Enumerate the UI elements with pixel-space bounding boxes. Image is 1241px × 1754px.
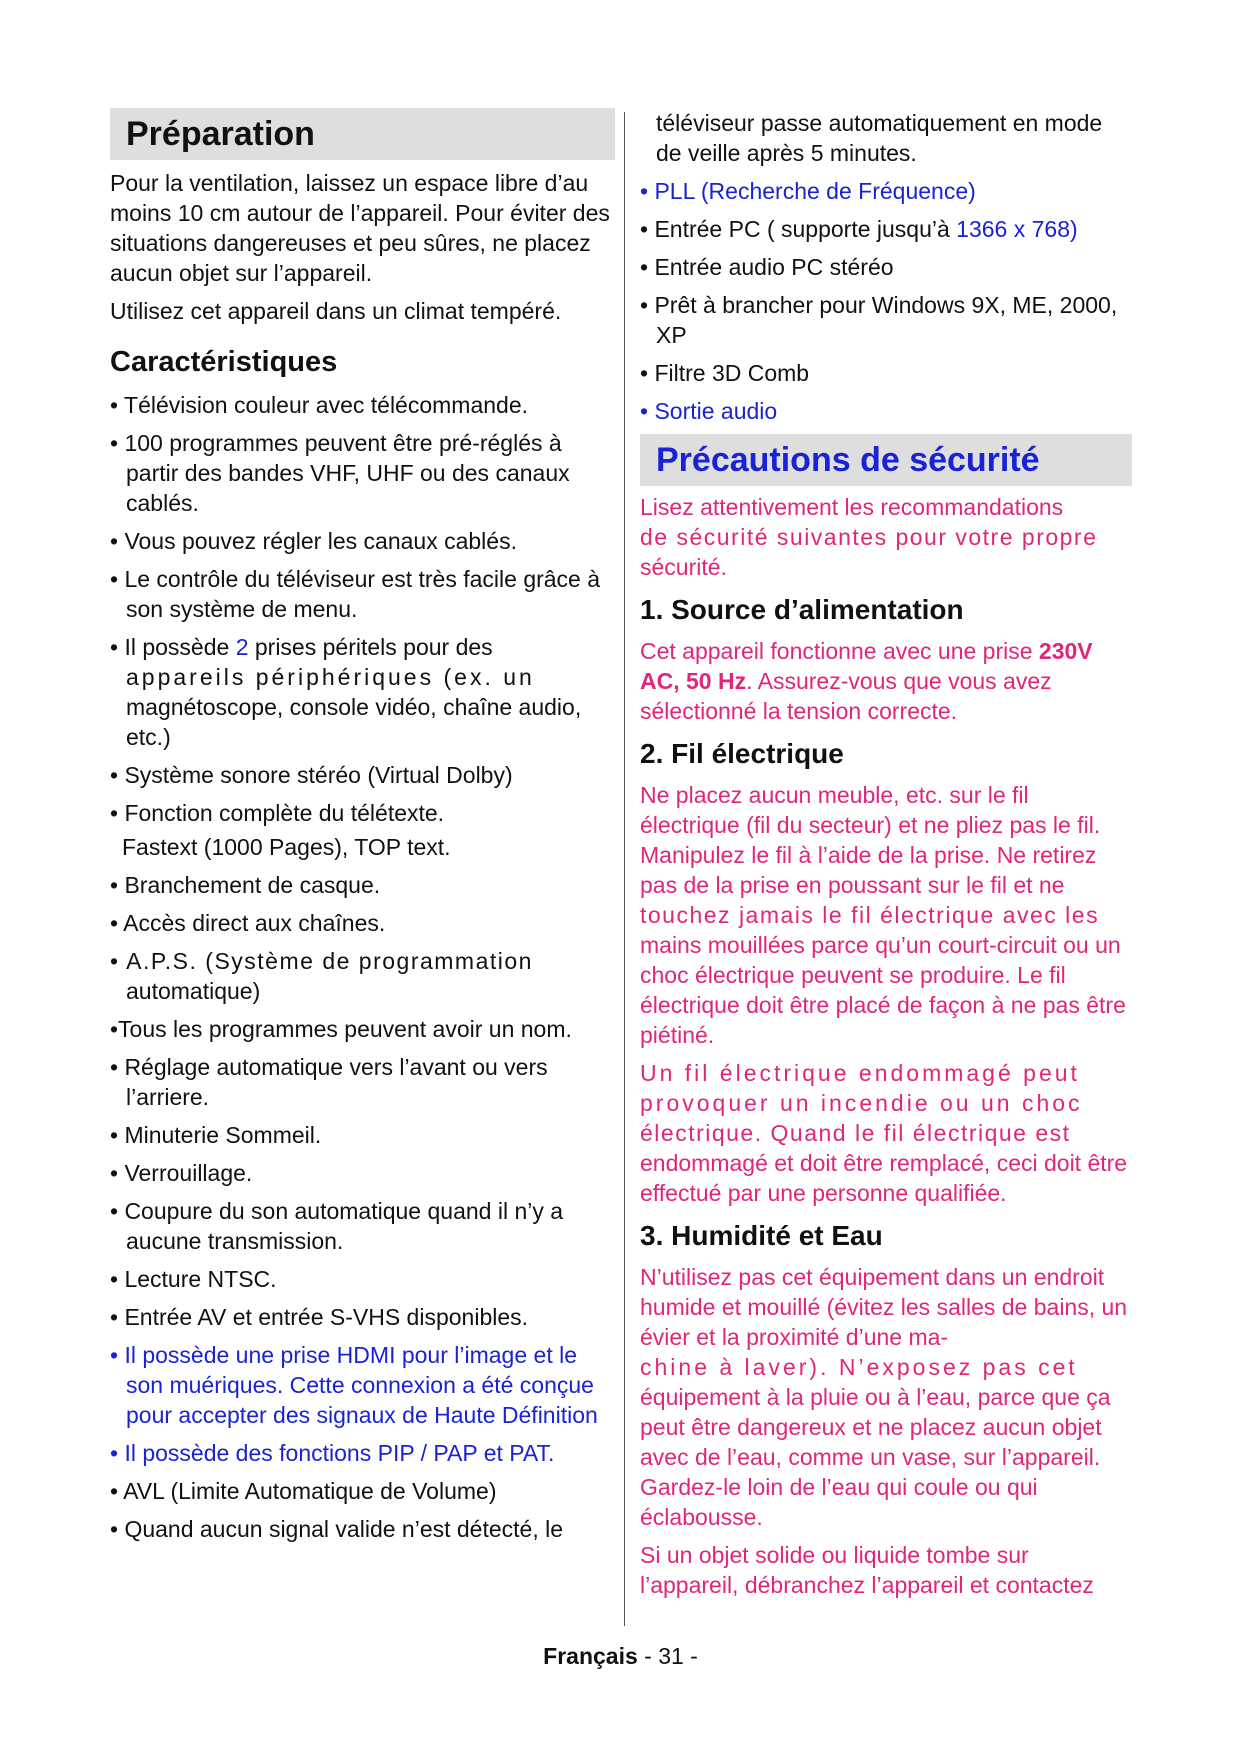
humidity-text-3: équipement à la pluie ou à l’eau, parce que ça peut être dangereux et ne placez aucun objet avec de l’eau, comme un vase, sur l’appareil. Gardez-le loin de l’eau qui coule ou qui éclabousse. [640, 1384, 1111, 1530]
power-text-2: . Assurez-vous que vous avez sélectionné la tension correcte. [640, 668, 1052, 724]
feature-item: • Télévision couleur avec télécommande. [110, 392, 529, 418]
cord-text-3: mains mouillées parce qu’un court-circuit ou un choc électrique peuvent se produire. Le fil électrique doit être placé de façon à ne pas être piétiné. [640, 932, 1126, 1048]
cord-text-5: provoquer un incendie ou un choc [640, 1090, 1083, 1116]
feature-item: • Vous pouvez régler les canaux cablés. [110, 528, 517, 554]
feature-item: • Système sonore stéréo (Virtual Dolby) [110, 762, 513, 788]
cord-text-6: électrique. Quand le fil électrique est [640, 1120, 1071, 1146]
cord-text-4: Un fil électrique endommagé peut [640, 1060, 1080, 1086]
feature-item: • Minuterie Sommeil. [110, 1122, 322, 1148]
preparation-paragraph-1: Pour la ventilation, laissez un espace libre d’au moins 10 cm autour de l’appareil. Pour éviter des situations dangereuses et peu sûres, ne placez aucun objet sur l’appareil. [110, 170, 610, 286]
power-cord-paragraph-1: Ne placez aucun meuble, etc. sur le fil électrique (fil du secteur) et ne pliez pas le fil. [640, 782, 1101, 838]
safety-intro [640, 492, 1132, 582]
safety-intro-line-1: Lisez attentivement les recommandations [640, 494, 1064, 520]
power-cord-heading: 2. Fil électrique [640, 738, 844, 769]
power-voltage: 230V AC, 50 Hz [640, 638, 1093, 694]
feature-item: • Entrée AV et entrée S-VHS disponibles. [110, 1304, 529, 1330]
feature-item: • Le contrôle du téléviseur est très facile grâce à son système de menu. [110, 566, 601, 622]
feature-item-scart [110, 632, 615, 752]
feature-item: • Quand aucun signal valide n’est détecté, le [110, 1516, 564, 1542]
humidity-paragraph-2: Si un objet solide ou liquide tombe sur l’appareil, débranchez l’appareil et contactez [640, 1542, 1094, 1598]
power-cord-paragraph-3 [640, 1058, 1132, 1208]
power-cord-paragraph-2 [640, 840, 1132, 1050]
feature-item-audio-out: • Sortie audio [640, 398, 778, 424]
feature-item: • Lecture NTSC. [110, 1266, 277, 1292]
safety-intro-line-2: de sécurité suivantes pour votre propre [640, 524, 1098, 550]
feature-continuation: téléviseur passe automatiquement en mode de veille après 5 minutes. [656, 110, 1103, 166]
cord-text-1: Manipulez le fil à l’aide de la prise. Ne retirez pas de la prise en poussant sur le fil et ne [640, 842, 1097, 898]
feature-item: • Entrée audio PC stéréo [640, 254, 894, 280]
humidity-paragraph-1 [640, 1262, 1132, 1532]
feature-aps-text-1: • A.P.S. (Système de programmation [110, 948, 533, 974]
features-heading: Caractéristiques [110, 346, 338, 378]
safety-intro-line-3: sécurité. [640, 554, 727, 580]
feature-pc-resolution: 1366 x 768) [956, 216, 1078, 242]
cord-text-2: touchez jamais le fil électrique avec les [640, 902, 1100, 928]
feature-aps-text-2: automatique) [126, 978, 261, 1004]
preparation-paragraph-2: Utilisez cet appareil dans un climat tempéré. [110, 298, 562, 324]
feature-item-hdmi: • Il possède une prise HDMI pour l’image et le son muériques. Cette connexion a été conçue pour accepter des signaux de Haute Définition [110, 1342, 598, 1428]
feature-item: • Verrouillage. [110, 1160, 253, 1186]
footer-language: Français [543, 1643, 638, 1669]
power-source-text [640, 636, 1132, 726]
safety-heading: Précautions de sécurité [640, 434, 1132, 486]
right-column [640, 108, 1132, 1600]
feature-scart-count: 2 [235, 634, 249, 660]
feature-item: • 100 programmes peuvent être pré-réglés à partir des bandes VHF, UHF ou des canaux cablés. [110, 430, 570, 516]
column-divider [624, 112, 625, 1626]
power-source-heading: 1. Source d’alimentation [640, 594, 964, 625]
feature-item: • Réglage automatique vers l’avant ou vers l’arriere. [110, 1054, 548, 1110]
humidity-text-2: chine à laver). N’exposez pas cet [640, 1354, 1078, 1380]
feature-scart-text-3: appareils périphériques (ex. un [126, 664, 535, 690]
humidity-heading: 3. Humidité et Eau [640, 1220, 883, 1251]
preparation-heading: Préparation [110, 108, 615, 160]
feature-item: • Prêt à brancher pour Windows 9X, ME, 2000, XP [640, 292, 1118, 348]
feature-pc-text: • Entrée PC ( supporte jusqu’à [640, 216, 957, 242]
feature-item-teletext-detail: Fastext (1000 Pages), TOP text. [122, 834, 451, 860]
feature-item-pc [640, 214, 1132, 244]
feature-scart-text-2: prises péritels pour des [248, 634, 493, 660]
feature-item: • Branchement de casque. [110, 872, 381, 898]
footer-page-number: - 31 - [637, 1643, 698, 1669]
page-footer [0, 1643, 1241, 1670]
feature-item: • Fonction complète du télétexte. [110, 800, 445, 826]
feature-item: • AVL (Limite Automatique de Volume) [110, 1478, 497, 1504]
feature-scart-text-4: magnétoscope, console vidéo, chaîne audio, etc.) [126, 694, 582, 750]
feature-item: • Accès direct aux chaînes. [110, 910, 386, 936]
humidity-text-1: N’utilisez pas cet équipement dans un endroit humide et mouillé (évitez les salles de bains, un évier et la proximité d’une ma- [640, 1264, 1128, 1350]
cord-text-7: endommagé et doit être remplacé, ceci doit être effectué par une personne qualifiée. [640, 1150, 1128, 1206]
feature-item-aps [110, 946, 615, 1006]
feature-item: • Coupure du son automatique quand il n’y a aucune transmission. [110, 1198, 564, 1254]
feature-item: • Filtre 3D Comb [640, 360, 810, 386]
left-column [110, 108, 615, 1552]
feature-scart-text-1: • Il possède [110, 634, 236, 660]
power-text-1: Cet appareil fonctionne avec une prise [640, 638, 1039, 664]
feature-item: •Tous les programmes peuvent avoir un nom. [110, 1016, 572, 1042]
feature-item-pip: • Il possède des fonctions PIP / PAP et PAT. [110, 1440, 555, 1466]
feature-item-pll: • PLL (Recherche de Fréquence) [640, 178, 976, 204]
